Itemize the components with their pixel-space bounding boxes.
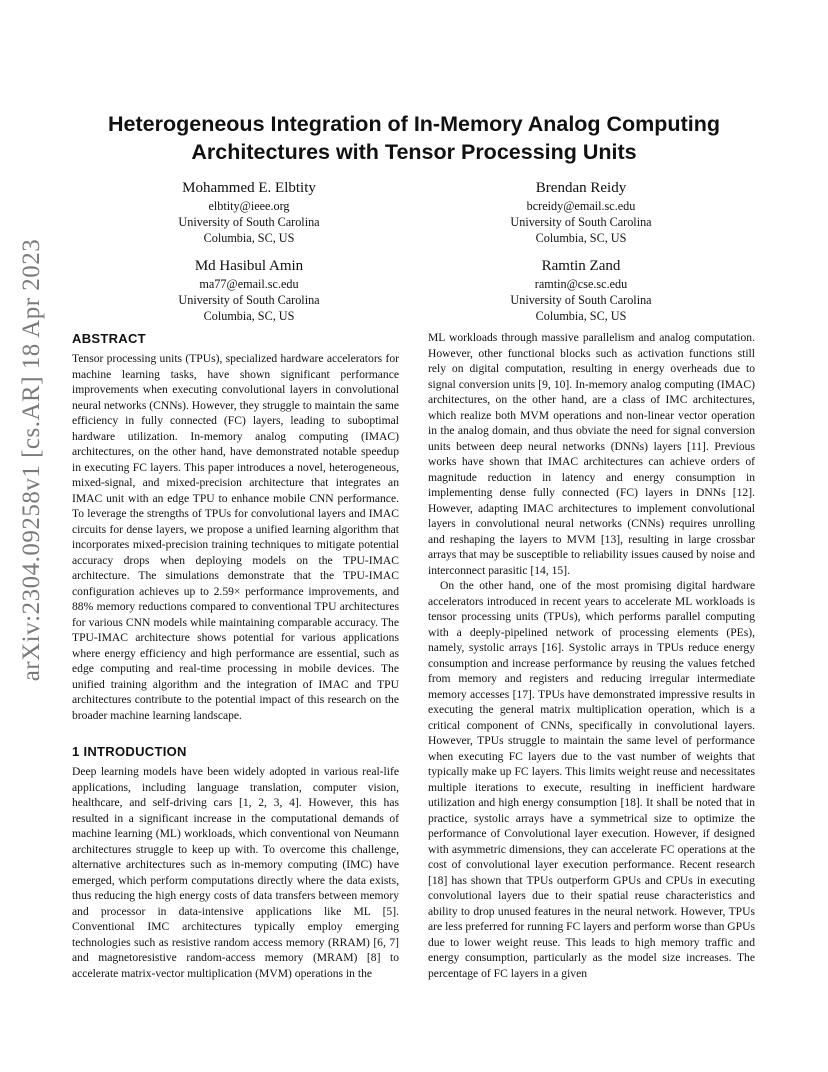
intro-paragraph: ML workloads through massive parallelism and analog computation. However, other functional blocks such as activation functions still rely on digital computation, resulting in energy overheads due to signal conversion units [9, 10]. In-memory analog computing (IMAC) architectures, on the other hand, are a class of IMC architectures, which realize both MVM operations and non-linear vector operation in the analog domain, and thus obviate the need for signal conversion units between deep neural networks (DNNs) layers [11]. Previous works have shown that IMAC architectures can achieve orders of magnitude reduction in latency and energy consumption in implementing dense fully connected (FC) layers in DNNs [12]. However, adapting IMAC architectures to implement convolutional layers in convolutional neural networks (CNNs) requires unrolling and reshaping the layers to MVM [13], resulting in large crossbar arrays that may be susceptible to reliability issues caused by noise and interconnect parasitic [14, 15]. (428, 331, 755, 577)
title-line-1: Heterogeneous Integration of In-Memory Analog Computing (108, 112, 720, 136)
author-affiliation: University of South Carolina (510, 293, 652, 307)
author-block (99, 178, 399, 246)
author-block (99, 256, 399, 324)
abstract-heading: ABSTRACT (72, 331, 146, 346)
author-location: Columbia, SC, US (203, 231, 295, 245)
author-name: Ramtin Zand (541, 258, 621, 274)
author-email: elbtity@ieee.org (208, 199, 290, 213)
author-affiliation: University of South Carolina (178, 293, 320, 307)
introduction-heading: 1 INTRODUCTION (72, 744, 187, 759)
author-email: bcreidy@email.sc.edu (526, 199, 636, 213)
author-location: Columbia, SC, US (535, 231, 627, 245)
author-block (431, 256, 731, 324)
intro-paragraph: On the other hand, one of the most promising digital hardware accelerators introduced in recent years to accelerate ML workloads is tensor processing units (TPUs), which performs parallel computing with a deeply-pipelined network of processing elements (PEs), namely, systolic arrays [16]. Systolic arrays in TPUs reduce energy consumption and increase performance by reusing the values fetched from memory and registers and reducing irregular intermediate memory accesses [17]. TPUs have demonstrated impressive results in executing the general matrix multiplication operation, which is a critical component of CNNs, specifically in convolutional layers. However, TPUs struggle to maintain the same level of performance when executing FC layers due to the vast number of weights that typically make up FC layers. This limits weight reuse and necessitates multiple iterations to execute, resulting in inefficient hardware utilization and high energy consumption [18]. It shall be noted that in practice, systolic arrays have a symmetrical size to optimize the performance of Convolutional layer execution. However, if designed with asymmetric dimensions, they can accelerate FC operations at the cost of convolutional layer execution performance. Recent research [18] has shown that TPUs outperform GPUs and CPUs in executing convolutional layers due to their spatial reuse characteristics and ability to drop unused features in the neural network. However, TPUs are less preferred for running FC layers and perform worse than GPUs due to lower weight reuse. This leads to high memory traffic and energy consumption, particularly as the model size increases. The percentage of FC layers in a given (428, 579, 755, 980)
author-name: Mohammed E. Elbtity (182, 180, 316, 196)
author-email: ma77@email.sc.edu (199, 277, 299, 291)
right-column (428, 330, 755, 981)
paper-title (70, 110, 758, 166)
author-name: Md Hasibul Amin (194, 258, 304, 274)
author-affiliation: University of South Carolina (178, 215, 320, 229)
arxiv-identifier: arXiv:2304.09258v1 [cs.AR] 18 Apr 2023 (18, 238, 45, 682)
left-column (72, 330, 399, 981)
title-line-2: Architectures with Tensor Processing Units (191, 140, 637, 164)
author-location: Columbia, SC, US (535, 309, 627, 323)
intro-paragraph: Deep learning models have been widely adopted in various real-life applications, including language translation, computer vision, healthcare, and self-driving cars [1, 2, 3, 4]. However, this has resulted in a significant increase in the computational demands of machine learning (ML) workloads, which conventional von Neumann architectures struggle to keep up with. To overcome this challenge, alternative architectures such as in-memory computing (IMC) have emerged, which perform computations directly where the data exists, thus reducing the high energy costs of data transfers between memory and processor in data-intensive applications like ML [5]. Conventional IMC architectures typically employ emerging technologies such as resistive random access memory (RRAM) [6, 7] and magnetoresistive random-access memory (MRAM) [8] to accelerate matrix-vector multiplication (MVM) operations in the (72, 765, 399, 980)
author-name: Brendan Reidy (535, 180, 627, 196)
author-affiliation: University of South Carolina (510, 215, 652, 229)
author-email: ramtin@cse.sc.edu (534, 277, 628, 291)
arxiv-sidebar (12, 180, 52, 740)
author-block (431, 178, 731, 246)
author-location: Columbia, SC, US (203, 309, 295, 323)
abstract-text: Tensor processing units (TPUs), specialized hardware accelerators for machine learning tasks, have shown significant performance improvements when executing convolutional layers in convolutional neural networks (CNNs). However, they struggle to maintain the same efficiency in fully connected (FC) layers, leading to suboptimal hardware utilization. In-memory analog computing (IMAC) architectures, on the other hand, have demonstrated notable speedup in executing FC layers. This paper introduces a novel, heterogeneous, mixed-signal, and mixed-precision architecture that integrates an IMAC unit with an edge TPU to enhance mobile CNN performance. To leverage the strengths of TPUs for convolutional layers and IMAC circuits for dense layers, we propose a unified learning algorithm that incorporates mixed-precision training techniques to mitigate potential accuracy drops when deploying models on the TPU-IMAC architecture. The simulations demonstrate that the TPU-IMAC configuration achieves up to 2.59× performance improvements, and 88% memory reductions compared to conventional TPU architectures for various CNN models while maintaining comparable accuracy. The TPU-IMAC architecture shows potential for various applications where energy efficiency and high performance are essential, such as edge computing and real-time processing in mobile devices. The unified training algorithm and the integration of IMAC and TPU architectures contribute to the potential impact of this research on the broader machine learning landscape. (72, 352, 399, 722)
